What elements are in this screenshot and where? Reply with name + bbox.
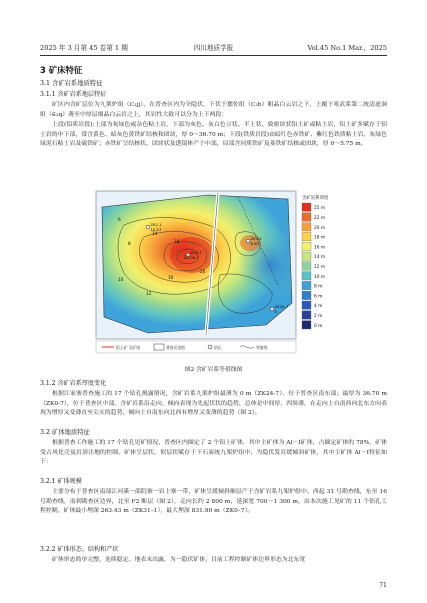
legend-swatch [302,291,311,299]
legend-label: 8 m [314,284,323,290]
subsection-3-1-2-title: 3.1.2 含矿岩系厚度变化 [40,380,107,387]
paragraph-orebody-shape: 矿体形态简单完整，连续稳定、地表未出露，为一隐伏矿体，目前工程控制矿体边界形态为北东宽 [52,557,306,563]
contour-label: 10 [118,277,124,282]
paragraph-orebody-geology: 根据普查工作施工的 17 个钻孔见矿情况，普查区内圈定了 2 个铝土矿体，其中主矿体为 Al－Ⅰ矿体，占圈定矿体的 78%，矿体受古风化壳及岩溶洼地的控制，矿体呈层状、似层状赋存于下石炭统九架炉组中，为隐伏发育缓倾斜矿体，其中主矿体 Al－Ⅰ特征如下： [40,440,387,466]
legend-swatch [302,272,311,280]
legend-swatch [302,262,311,270]
map-legend-label: 钻孔 [214,345,222,350]
subsection-3-1-1-title: 3.1.1 含矿岩系地层特征 [40,91,107,98]
well-id: ZK0-7 [190,250,202,255]
subsection-3-2-title: 3.2 矿体地质特征 [40,429,90,436]
contour-label: 6 [118,217,121,222]
legend-swatches [302,203,325,329]
running-header [40,42,387,54]
page-number: 71 [379,582,387,589]
legend-label: 25 m [314,206,326,212]
legend-label: 10 m [314,274,326,280]
paragraph-thickness-variation: 根据江家寨普查施工的 17 个钻孔揭露情况，含矿岩系九架炉组最薄为 0 m（ZK24-7），位于普查区南东部；最厚为 36.70 m（ZK0-7），位于普查区中部。含矿岩系沿走向、倾向表现为先起伏状的趋势，总体是中间厚、四周薄，在走向上自南西向北东方向表现为增厚又变薄直至尖灭的趋势，倾向上自南东向北西有增厚又变薄的趋势（图 2）。 [40,391,387,417]
legend-label: 16 m [314,245,326,251]
legend-swatch [302,232,311,240]
paragraph-strata-detail: 上段(铝质岩段):上部为灰绿色或杂色粘土岩，下部为灰色、灰白色豆状、半土状、致密块状铝土矿或粘土岩，铝土矿多赋存于铝土岩的中下部，常含黄色、暗灰色黄铁矿结核和团块，厚 0～36.70 m；下段(铁质岩段)由暗红色赤铁矿、紫红色铁质粘土岩、灰绿色绿泥石粘土岩及硫铁矿；赤铁矿呈结核状、团块状及透镜体产于中部，局部含同质铁矿及菱铁矿结核或团块，厚 0～5.75 m。 [40,122,387,148]
legend-symbol-well [208,345,212,349]
subsection-3-2-1-title: 3.2.1 矿体规模 [40,478,82,485]
map-legend-label: 铝土矿 含矿线 [116,345,140,350]
contour-label: 12 [146,291,152,296]
map-legend-label: 等值线 [256,345,268,350]
legend-label: 18 m [314,235,326,241]
subsection-3-1-title: 3.1 含矿岩系地质特征 [40,80,103,87]
well-marker [270,307,274,311]
legend-title: 含矿岩系厚度 [302,196,329,201]
contour-label: 14 [152,231,158,236]
legend-label: 22 m [314,216,326,221]
legend-swatch [302,242,311,250]
legend-label: 14 m [314,255,326,261]
paragraph-orebody-scale: 主要分布于普查区南部江河溪一邵院寨一岩上寨一带，矿体呈缓倾斜顺层产于含矿岩系九架炉组中。西起 31 号勘查线，东至 16 号勘查线，南到勘查区边界，北至 F2 断层（图 2），走向长约 2 800 m，延深宽 700～1 300 m，由本次施工见矿的 11 个钻孔工程控制，矿体最小埋深 263.43 m（ZK31–1），最大埋深 831.90 m（ZK0–7）。 [40,489,387,515]
legend-swatch [302,281,311,289]
section-title: 3 矿床特征 [40,65,83,75]
map-legend-label: 普查区范围 [166,345,185,350]
legend-swatch [302,223,311,231]
well-value: 10.57 [150,227,162,232]
well-marker [146,225,150,229]
contour-label: 18 [174,239,180,244]
legend-label: 0 m [314,323,323,329]
header-divider [40,55,387,56]
well-value: 0 [274,309,277,314]
thickness-legend [302,194,329,329]
well-value: 36.7 [190,255,199,260]
legend-swatch [302,252,311,260]
well-value: 8.92 [250,241,259,246]
header-volume: Vol.45 No.1 Mar.，2025 [307,44,387,52]
legend-swatch [302,213,311,221]
legend-swatch [302,203,311,211]
legend-swatch [302,301,311,309]
well-id: ZK1-1 [150,222,162,227]
paragraph-strata-intro: 矿区内含矿层位为九架炉组（C₂jj），在普查区内为全隐伏，下伏于摆佐组（C₂b）粗晶白云岩之下，上覆于寒武系第二统清虚洞组（∈₂q）薄至中厚层细晶白云岩之上，其岩性大致可以分为上下两段： [40,102,387,118]
well-marker [246,239,250,243]
contour-label: 8 [128,241,131,246]
map-legend-bar [96,341,296,353]
contour-label: 16 [168,275,174,280]
contour-label: 20 [200,269,206,274]
legend-swatch [302,311,311,319]
well-id: ZK24-7 [274,304,289,309]
well-id: ZK3-1 [250,236,262,241]
contour-map-svg [88,185,340,354]
subsection-3-2-2-title: 3.2.2 矿体形态、结构和产状 [40,546,119,553]
legend-label: 2 m [314,314,323,319]
legend-label: 6 m [314,294,323,300]
header-journal: 四川地质学报 [193,44,234,52]
legend-label: 12 m [314,265,326,270]
legend-label: 4 m [314,304,323,310]
figure-caption: 图2 含矿岩系等值线图 [184,367,243,373]
figure-contour-map [88,185,340,354]
contour-label: 22 [184,255,190,260]
header-issue: 2025 年 3 月第 45 卷第 1 期 [40,44,128,52]
legend-swatch [302,321,311,329]
legend-label: 20 m [314,225,326,231]
